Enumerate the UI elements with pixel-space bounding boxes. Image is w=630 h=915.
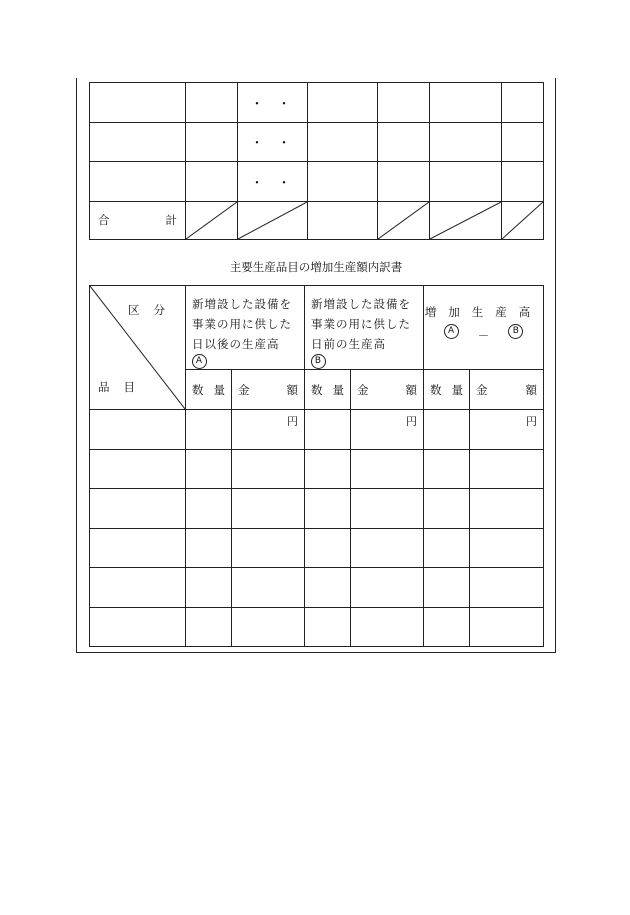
section-title: 主要生産品目の増加生産額内訳書 bbox=[229, 260, 403, 274]
minus-sign: － bbox=[477, 329, 490, 343]
total-label-left: 合 bbox=[98, 213, 110, 228]
amount-header: 金 額 bbox=[232, 370, 305, 410]
dots-cell: ・・ bbox=[238, 122, 308, 162]
slash-cell bbox=[186, 201, 238, 239]
header-hinmoku: 品目 bbox=[98, 380, 149, 394]
table-row bbox=[90, 449, 544, 489]
qty-header: 数 量 bbox=[305, 370, 351, 410]
table-row bbox=[90, 122, 544, 162]
diagonal-header-cell bbox=[90, 286, 186, 410]
slash-cell bbox=[378, 201, 430, 239]
header-col-c: 増加生産高 A － B bbox=[424, 286, 544, 370]
qty-header: 数 量 bbox=[424, 370, 470, 410]
table-row bbox=[90, 83, 544, 123]
dots-cell: ・・ bbox=[238, 162, 308, 202]
table-row bbox=[90, 607, 544, 647]
table-row bbox=[90, 528, 544, 568]
amount-header: 金 額 bbox=[351, 370, 424, 410]
total-label-right: 計 bbox=[165, 213, 177, 228]
circled-a-mark: A bbox=[444, 324, 459, 339]
amount-header: 金 額 bbox=[470, 370, 544, 410]
header-row bbox=[90, 286, 544, 370]
yen-unit: 円 bbox=[232, 410, 305, 450]
top-table bbox=[89, 82, 544, 240]
yen-unit: 円 bbox=[470, 410, 544, 450]
slash-cell bbox=[502, 201, 544, 239]
header-col-a: 新増設した設備を 事業の用に供した 日以後の生産高 A bbox=[186, 286, 305, 370]
table-row bbox=[90, 410, 544, 450]
yen-unit: 円 bbox=[351, 410, 424, 450]
qty-header: 数 量 bbox=[186, 370, 232, 410]
total-label-cell bbox=[90, 201, 186, 239]
circled-b-mark: B bbox=[311, 354, 326, 369]
table-row bbox=[90, 489, 544, 529]
slash-cell bbox=[238, 201, 308, 239]
dots-cell: ・・ bbox=[238, 83, 308, 123]
header-col-b: 新増設した設備を 事業の用に供した 日前の生産高 B bbox=[305, 286, 424, 370]
circled-b-mark: B bbox=[508, 324, 523, 339]
total-row bbox=[90, 201, 544, 239]
bottom-table bbox=[89, 285, 544, 647]
circled-a-mark: A bbox=[192, 354, 207, 369]
slash-cell bbox=[430, 201, 502, 239]
header-kubun: 区分 bbox=[128, 303, 179, 317]
table-row bbox=[90, 162, 544, 202]
table-row bbox=[90, 568, 544, 608]
